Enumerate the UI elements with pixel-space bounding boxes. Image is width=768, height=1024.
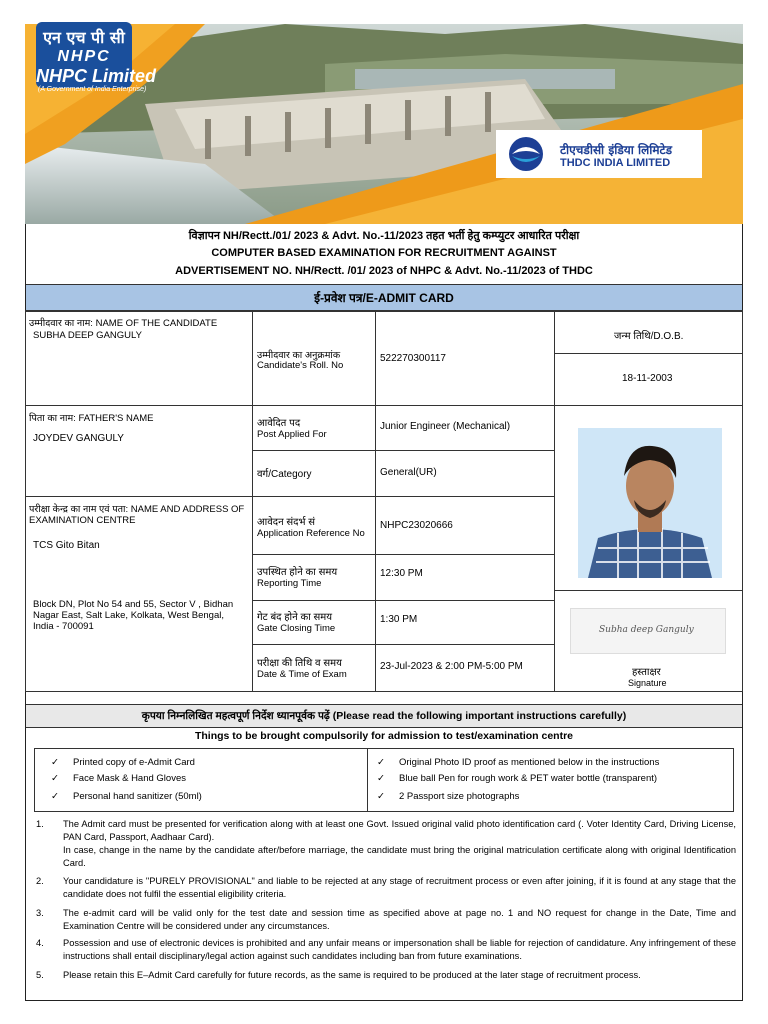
- bring-item: [377, 757, 659, 768]
- bring-item-text: Face Mask & Hand Gloves: [73, 773, 186, 784]
- gate-label-hindi: गेट बंद होने का समय: [257, 612, 333, 623]
- bring-item-text: 2 Passport size photographs: [399, 791, 520, 802]
- roll-label: Candidate's Roll. No: [257, 360, 344, 371]
- category-value: General(UR): [380, 467, 437, 478]
- exam-time-value: 23-Jul-2023 & 2:00 PM-5:00 PM: [380, 661, 523, 672]
- nhpc-company-subtitle: (A Government of India Enterprise): [38, 86, 147, 93]
- candidate-photo-image: [578, 428, 722, 578]
- signature-label-hindi: हस्ताक्षर: [632, 667, 661, 678]
- bring-item: [51, 757, 195, 768]
- post-label-hindi: आवेदित पद: [257, 418, 301, 429]
- post-value: Junior Engineer (Mechanical): [380, 421, 511, 432]
- thdc-name: THDC INDIA LIMITED: [560, 157, 671, 169]
- instruction-text: Please retain this E–Admit Card carefully for future records, as the same is required to be produced at the later stage of recruitment process.: [63, 970, 641, 980]
- bring-item: [51, 773, 186, 784]
- instruction-item: [36, 907, 736, 933]
- nhpc-logo-text: NHPC: [57, 48, 111, 65]
- instruction-item: [36, 818, 736, 870]
- father-name-value: JOYDEV GANGULY: [33, 433, 124, 444]
- gate-label: Gate Closing Time: [257, 623, 336, 634]
- exam-title-line2: ADVERTISEMENT NO. NH/Rectt. /01/ 2023 of NHPC & Advt. No.-11/2023 of THDC: [175, 265, 593, 277]
- instruction-text: Possession and use of electronic devices is prohibited and any unfair means or impersonation shall be liable for rejection of candidature. Any infringement of these instructions shall entail disciplinary/legal action against such candidates including ban from future examinations.: [63, 938, 736, 961]
- exam-centre-name: TCS Gito Bitan: [33, 540, 100, 551]
- appref-label: Application Reference No: [257, 528, 365, 539]
- instruction-number: 4.: [36, 938, 44, 948]
- candidate-photo: [578, 428, 722, 578]
- instruction-number: 3.: [36, 908, 44, 918]
- candidate-name-value: SUBHA DEEP GANGULY: [33, 330, 142, 341]
- thdc-hindi-name: टीएचडीसी इंडिया लिमिटेड: [560, 143, 673, 157]
- instruction-number: 2.: [36, 876, 44, 886]
- advertisement-hindi: विज्ञापन NH/Rectt./01/ 2023 & Advt. No.-11/2023 तहत भर्ती हेतु कम्प्युटर आधारित परीक्षा: [188, 230, 580, 242]
- things-divider: [367, 749, 368, 811]
- reporting-label: Reporting Time: [257, 578, 322, 589]
- category-label: वर्ग/Category: [257, 469, 312, 480]
- check-icon: ✓: [51, 757, 59, 768]
- appref-label-hindi: आवेदन संदर्भ सं: [257, 517, 316, 528]
- check-icon: ✓: [51, 773, 59, 784]
- check-icon: ✓: [51, 791, 59, 802]
- candidate-signature: [570, 608, 726, 654]
- bring-item-text: Personal hand sanitizer (50ml): [73, 791, 202, 802]
- reporting-value: 12:30 PM: [380, 568, 423, 579]
- dob-value: 18-11-2003: [622, 373, 673, 384]
- instruction-text: The Admit card must be presented for verification along with at least one Govt. Issued original valid photo identification card (. Voter Identity Card, Driving License, PAN Card, Passport, Aadhaar Card).: [63, 819, 736, 842]
- check-icon: ✓: [377, 773, 385, 784]
- father-name-label: पिता का नाम: FATHER'S NAME: [29, 413, 154, 424]
- bring-item-text: Printed copy of e-Admit Card: [73, 757, 195, 768]
- exam-centre-address: Block DN, Plot No 54 and 55, Sector V , Bidhan Nagar East, Salt Lake, Kolkata, West Bengal, India - 700091: [33, 599, 234, 632]
- instruction-text: In case, change in the name by the candidate after/before marriage, the candidate must bring the original matriculation certificate along with original Identification Card.: [63, 845, 736, 868]
- roll-number: 522270300117: [380, 353, 446, 364]
- bring-item-text: Original Photo ID proof as mentioned below in the instructions: [399, 757, 660, 768]
- things-to-bring-box: [34, 748, 734, 812]
- check-icon: ✓: [377, 791, 385, 802]
- candidate-name-label: उम्मीदवार का नाम: NAME OF THE CANDIDATE: [29, 318, 218, 329]
- instructions-header: कृपया निम्नलिखित महत्वपूर्ण निर्देश ध्यानपूर्वक पढ़ें (Please read the following important instructions carefully): [26, 704, 742, 728]
- nhpc-company-name: NHPC Limited: [36, 66, 157, 86]
- things-to-bring-title: Things to be brought compulsorily for admission to test/examination centre: [194, 730, 574, 742]
- instruction-item: [36, 875, 736, 901]
- roll-label-hindi: उम्मीदवार का अनुक्रमांक: [257, 350, 341, 361]
- signature-label: Signature: [628, 678, 667, 688]
- reporting-label-hindi: उपस्थित होने का समय: [257, 567, 338, 578]
- exam-time-label-hindi: परीक्षा की तिथि व समय: [257, 658, 342, 669]
- appref-value: NHPC23020666: [380, 520, 453, 531]
- bring-item: [377, 791, 519, 802]
- exam-title-line1: COMPUTER BASED EXAMINATION FOR RECRUITMENT AGAINST: [211, 247, 557, 259]
- signature-image-text: Subha deep Ganguly: [599, 625, 694, 635]
- instruction-item: [36, 969, 736, 982]
- instruction-item: [36, 937, 736, 963]
- exam-time-label: Date & Time of Exam: [257, 669, 347, 680]
- admit-card-title: ई-प्रवेश पत्र/E-ADMIT CARD: [26, 284, 742, 312]
- instruction-number: 1.: [36, 819, 44, 829]
- dam-landscape-image: [25, 24, 743, 224]
- check-icon: ✓: [377, 757, 385, 768]
- instruction-text: The e-admit card will be valid only for the test date and session time as specified above at page no. 1 and NO request for change in the Date, Time and Examination Centre will be considered under any circumstances.: [63, 908, 736, 931]
- nhpc-logo-hindi: एन एच पी सी: [43, 28, 125, 47]
- bring-item: [51, 791, 202, 802]
- exam-centre-label: परीक्षा केन्द्र का नाम एवं पता: NAME AND ADDRESS OF EXAMINATION CENTRE: [29, 504, 245, 526]
- instruction-text: Your candidature is "PURELY PROVISIONAL" and liable to be rejected at any stage of recruitment process or even after joining, if it is found at any stage that the candidate does not fulfil the essential eligibility criteria.: [63, 876, 736, 899]
- post-label: Post Applied For: [257, 429, 327, 440]
- gate-value: 1:30 PM: [380, 614, 418, 625]
- thdc-emblem-icon: [506, 134, 546, 174]
- header-banner: [25, 24, 743, 224]
- dob-label: जन्म तिथि/D.O.B.: [614, 331, 684, 342]
- bring-item: [377, 773, 657, 784]
- instruction-number: 5.: [36, 970, 44, 980]
- bring-item-text: Blue ball Pen for rough work & PET water bottle (transparent): [399, 773, 658, 784]
